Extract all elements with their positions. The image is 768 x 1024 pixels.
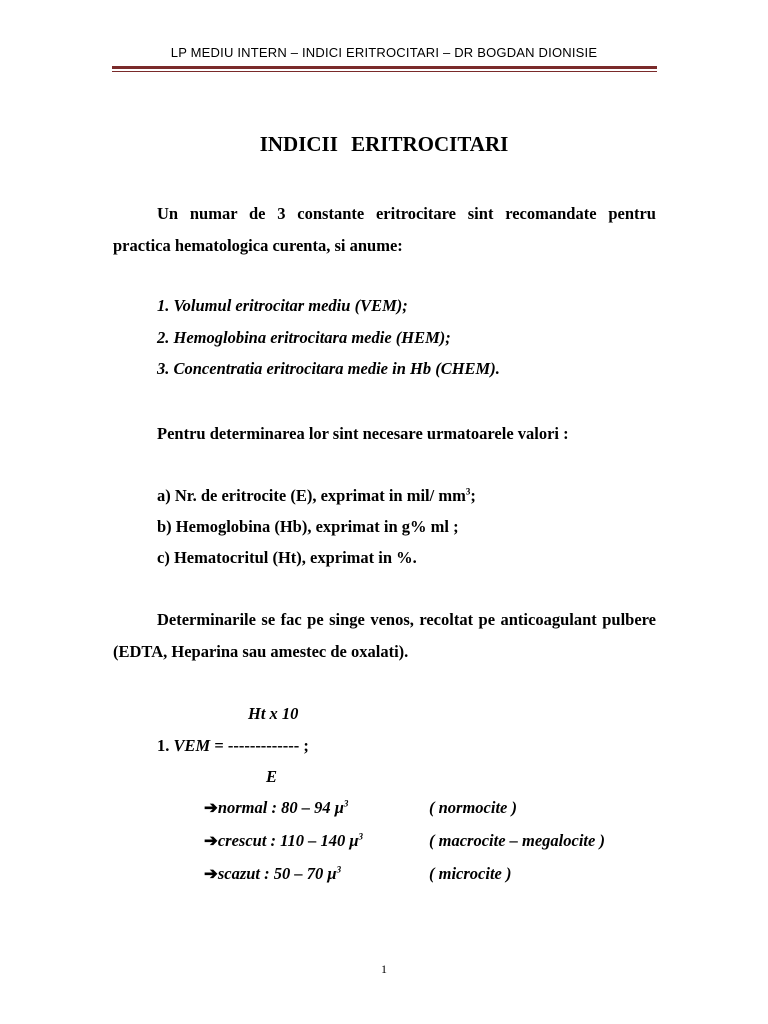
range-crescut-label: crescut : 110 – 140 μ [217,831,359,850]
page-number: 1 [381,962,387,976]
formula-denominator: E [266,767,278,786]
formula-line [157,736,309,756]
range-scazut-sup: 3 [336,864,342,875]
range-normal-label: normal : 80 – 94 μ [217,798,344,817]
method-paragraph: Determinarile se fac pe singe venos, recoltat pe anticoagulant pulbere (EDTA, Heparina sau amestec de oxalati). [113,610,656,661]
range-normal-sup: 3 [343,798,349,809]
document-title: INDICII ERITROCITARI [259,132,509,156]
header-rule-thin [112,71,657,72]
arrow-right-icon: ➔ [204,798,218,817]
range-normal-desc: ( normocite ) [429,798,517,817]
intro-paragraph: Un numar de 3 constante eritrocitare sint recomandate pentru practica hematologica curenta, si anume: [113,204,656,255]
range-crescut-desc: ( macrocite – megalocite ) [429,831,605,850]
header-rule-thick [112,66,657,69]
page-header: LP MEDIU INTERN – INDICI ERITROCITARI – DR BOGDAN DIONISIE [170,45,598,60]
formula-name: VEM [173,736,211,755]
constant-item-3: 3. Concentratia eritrocitara medie in Hb (CHEM). [157,359,500,378]
value-item-a-text: a) Nr. de eritrocite (E), exprimat in mil/ mm [157,486,466,505]
range-scazut-label: scazut : 50 – 70 μ [217,864,337,883]
range-crescut-sup: 3 [358,831,364,842]
range-scazut-desc: ( microcite ) [429,864,512,883]
value-item-b: b) Hemoglobina (Hb), exprimat in g% ml ; [157,517,459,536]
value-item-a [157,486,476,506]
value-item-a-sup: 3 [465,486,471,497]
value-item-a-end: ; [470,486,476,505]
constant-item-1: 1. Volumul eritrocitar mediu (VEM); [157,296,408,315]
range-normal [204,798,348,818]
formula-index: 1. [157,736,170,755]
value-item-c: c) Hematocritul (Ht), exprimat in %. [157,548,417,567]
range-crescut [204,831,363,851]
constant-item-2: 2. Hemoglobina eritrocitara medie (HEM); [157,328,451,347]
values-intro: Pentru determinarea lor sint necesare urmatoarele valori : [157,424,569,443]
formula-numerator: Ht x 10 [248,704,299,723]
formula-rest: = ------------- ; [210,736,309,755]
range-scazut [204,864,341,884]
arrow-right-icon: ➔ [204,831,218,850]
arrow-right-icon: ➔ [204,864,218,883]
